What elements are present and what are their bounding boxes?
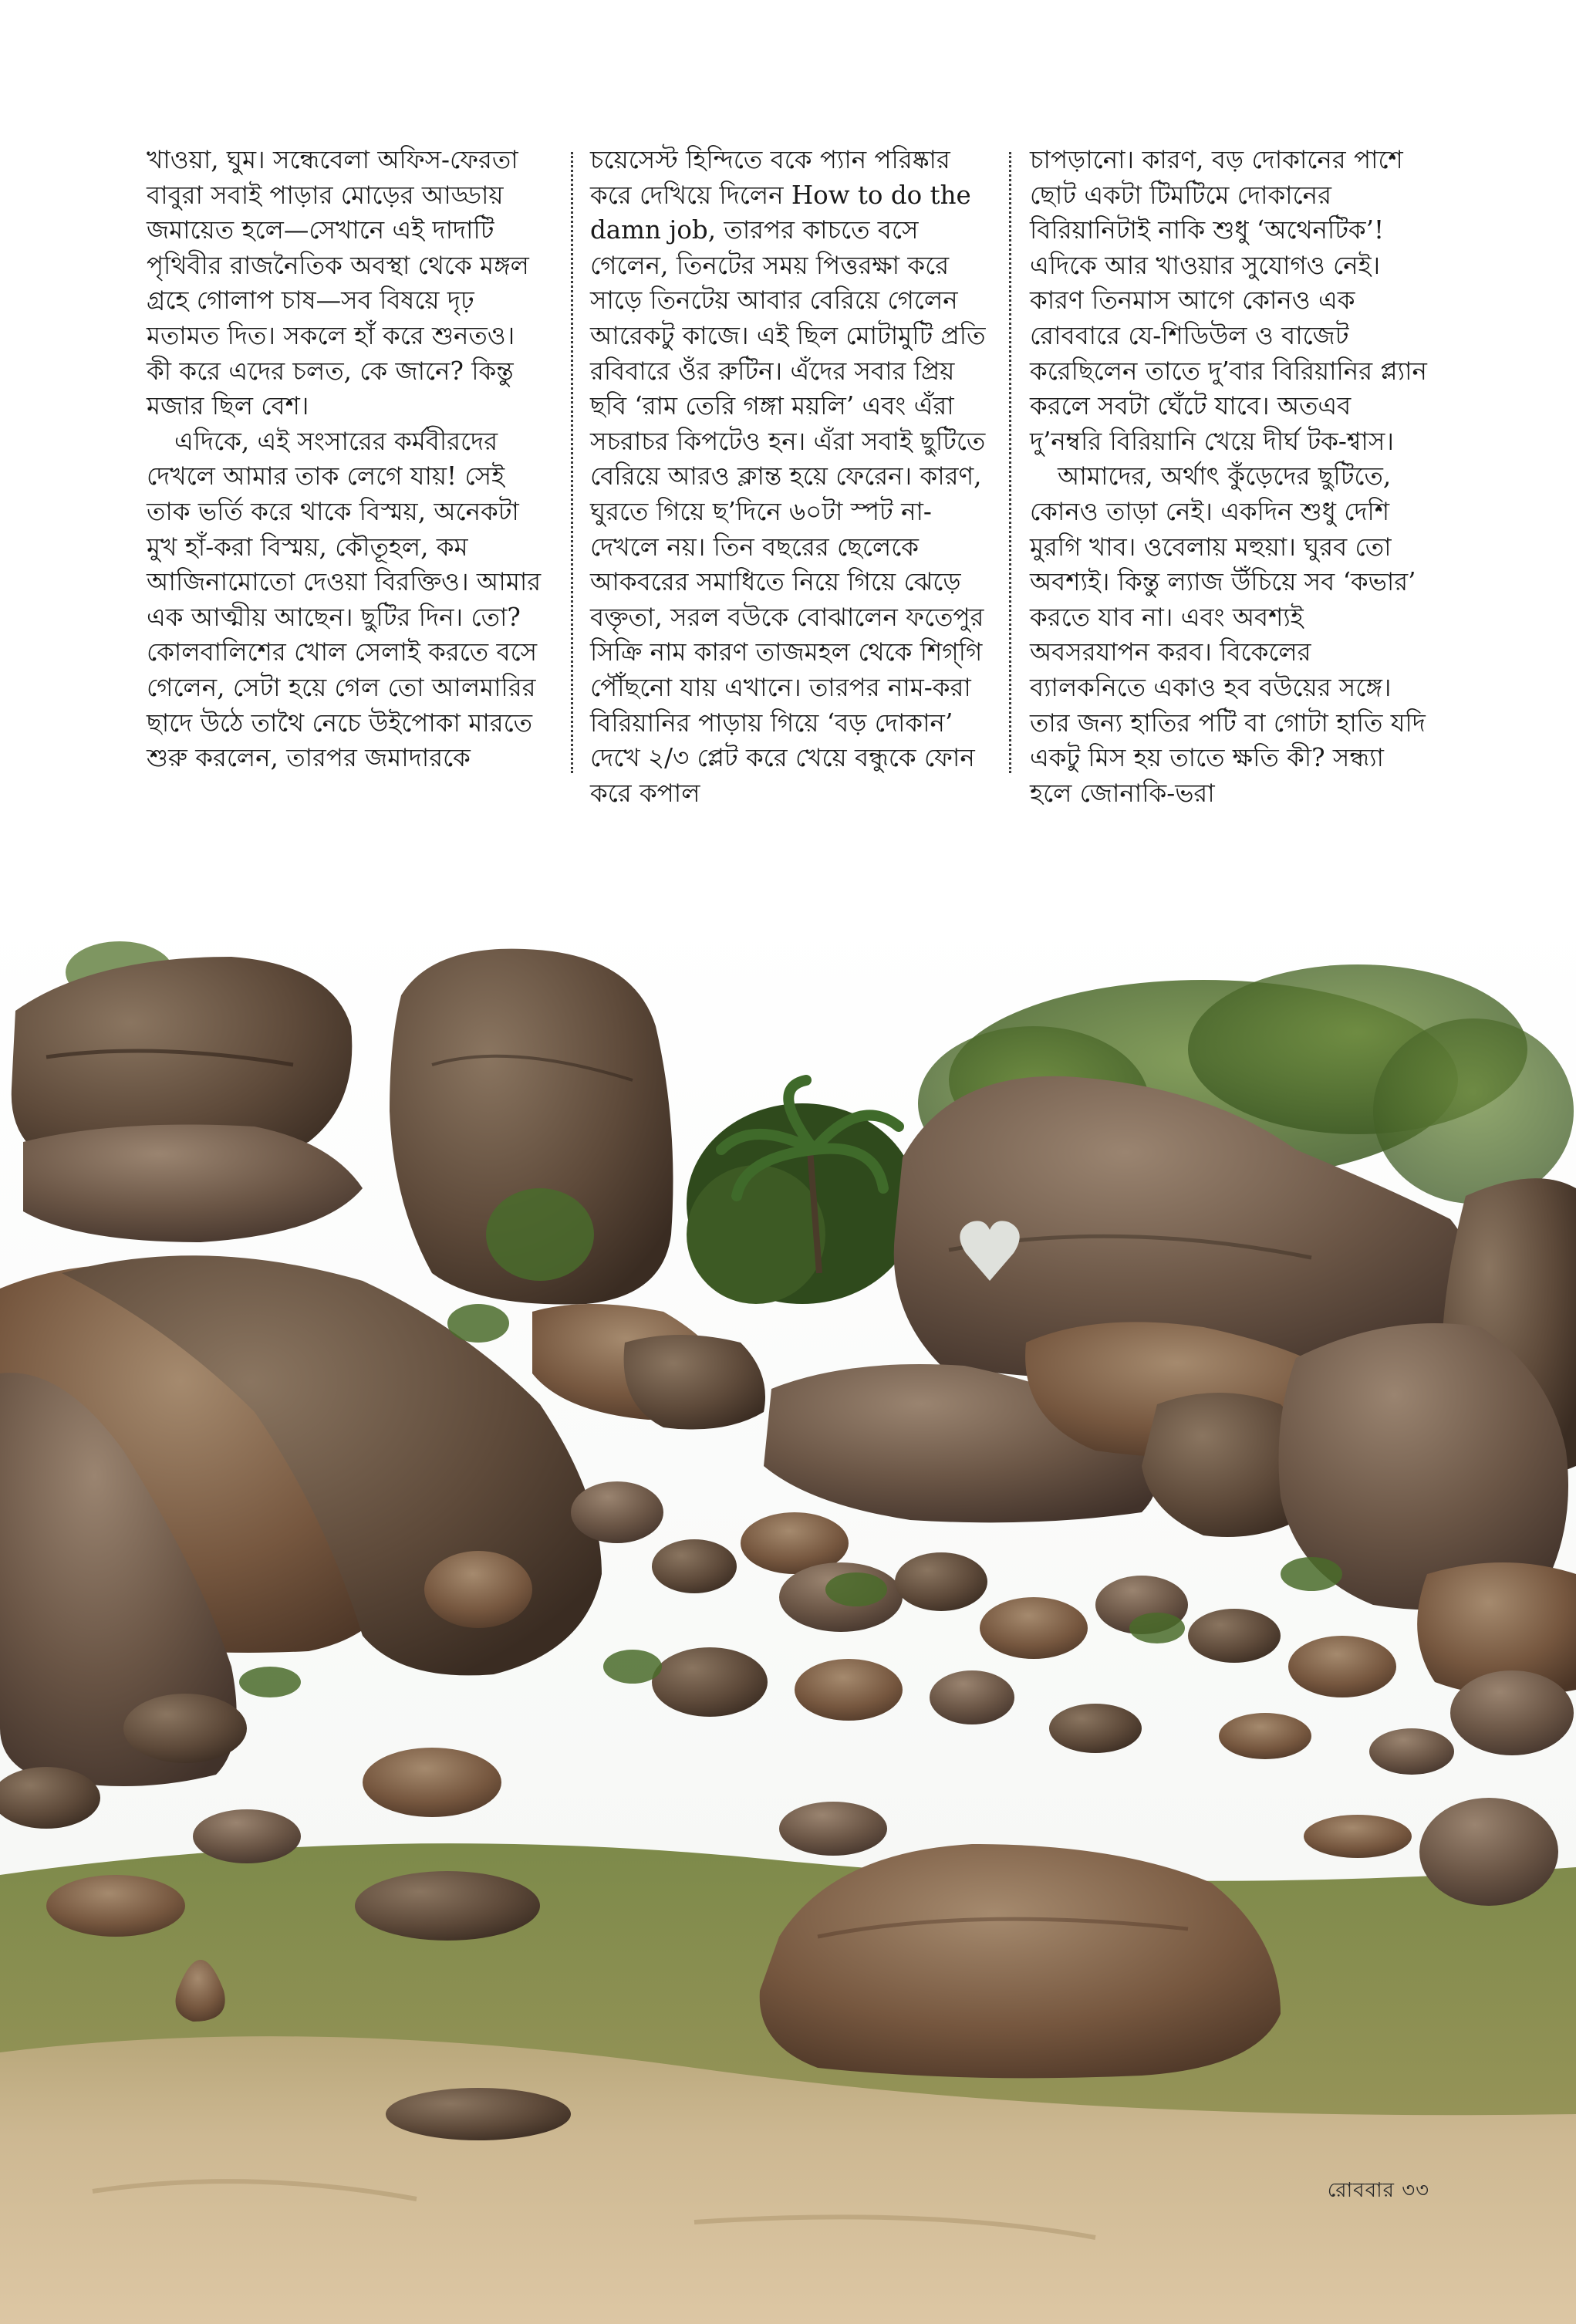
paragraph: চাপড়ানো। কারণ, বড় দোকানের পাশে ছোট একটা টিমটিমে দোকানের বিরিয়ানিটাই নাকি শুধু ‘অথেনটিক’! এদিকে আর খাওয়ার সুযোগও নেই। কারণ তিনমাস আগে কোনও এক রোববারে যে-শিডিউল ও বাজেট করেছিলেন তাতে দু’বার বিরিয়ানির প্ল্যান করলে সবটা ঘেঁটে যাবে। অতএব দু’নম্বরি বিরিয়ানি খেয়ে দীর্ঘ টক-শ্বাস।	[1030, 145, 1427, 456]
text-column-3	[1030, 143, 1427, 808]
page-folio: রোববার ৩৩	[1327, 2179, 1429, 2202]
paragraph: খাওয়া, ঘুম। সন্ধেবেলা অফিস-ফেরতা বাবুরা সবাই পাড়ার মোড়ের আড্ডায় জমায়েত হলে—সেখানে এই দাদাটি পৃথিবীর রাজনৈতিক অবস্থা থেকে মঙ্গল গ্রহে গোলাপ চাষ—সব বিষয়ে দৃঢ় মতামত দিত। সকলে হাঁ করে শুনতও। কী করে এদের চলত, কে জানে? কিন্তু মজার ছিল বেশ।	[147, 145, 529, 421]
text-column-1	[147, 143, 544, 775]
paragraph: আমাদের, অর্থাৎ কুঁড়েদের ছুটিতে, কোনও তাড়া নেই। একদিন শুধু দেশি মুরগি খাব। ওবেলায় মহুয়া। ঘুরব তো অবশ্যই। কিন্তু ল্যাজ উঁচিয়ে সব ‘কভার’ করতে যাব না। এবং অবশ্যই অবসরযাপন করব। বিকেলের ব্যালকনিতে একাও হব বউয়ের সঙ্গে। তার জন্য হাতির পটি বা গোটা হাতি যদি একটু মিস হয় তাতে ক্ষতি কী? সন্ধ্যা হলে জোনাকি-ভরা	[1030, 461, 1426, 808]
article-body	[147, 143, 1427, 808]
column-divider	[571, 152, 573, 773]
rock-landscape-photo	[0, 910, 1576, 2324]
text-column-2	[590, 143, 987, 808]
paragraph: এদিকে, এই সংসারের কর্মবীরদের দেখলে আমার তাক লেগে যায়! সেই তাক ভর্তি করে থাকে বিস্ময়, অনেকটা মুখ হাঁ-করা বিস্ময়, কৌতূহল, কম আজিনামোতো দেওয়া বিরক্তিও। আমার এক আত্মীয় আছেন। ছুটির দিন। তো? কোলবালিশের খোল সেলাই করতে বসে গেলেন, সেটা হয়ে গেল তো আলমারির ছাদে উঠে তাথৈ নেচে উইপোকা মারতে শুরু করলেন, তারপর জমাদারকে	[147, 426, 542, 773]
paragraph: চয়েসেস্ট হিন্দিতে বকে প্যান পরিষ্কার করে দেখিয়ে দিলেন How to do the damn job, তারপর কাচতে বসে গেলেন, তিনটের সময় পিত্তরক্ষা করে সাড়ে তিনটেয় আবার বেরিয়ে গেলেন আরেকটু কাজে। এই ছিল মোটামুটি প্রতি রবিবারে ওঁর রুটিন। এঁদের সবার প্রিয় ছবি ‘রাম তেরি গঙ্গা ময়লি’ এবং এঁরা সচরাচর কিপটেও হন। এঁরা সবাই ছুটিতে বেরিয়ে আরও ক্লান্ত হয়ে ফেরেন। কারণ, ঘুরতে গিয়ে ছ’দিনে ৬০টা স্পট না-দেখলে নয়। তিন বছরের ছেলেকে আকবরের সমাধিতে নিয়ে গিয়ে ঝেড়ে বক্তৃতা, সরল বউকে বোঝালেন ফতেপুর সিক্রি নাম কারণ তাজমহল থেকে শিগ্‌গি পৌঁছনো যায় এখানে। তারপর নাম-করা বিরিয়ানির পাড়ায় গিয়ে ‘বড় দোকান’ দেখে ২/৩ প্লেট করে খেয়ে বন্ধুকে ফোন করে কপাল	[590, 145, 986, 808]
column-divider	[1009, 152, 1011, 773]
